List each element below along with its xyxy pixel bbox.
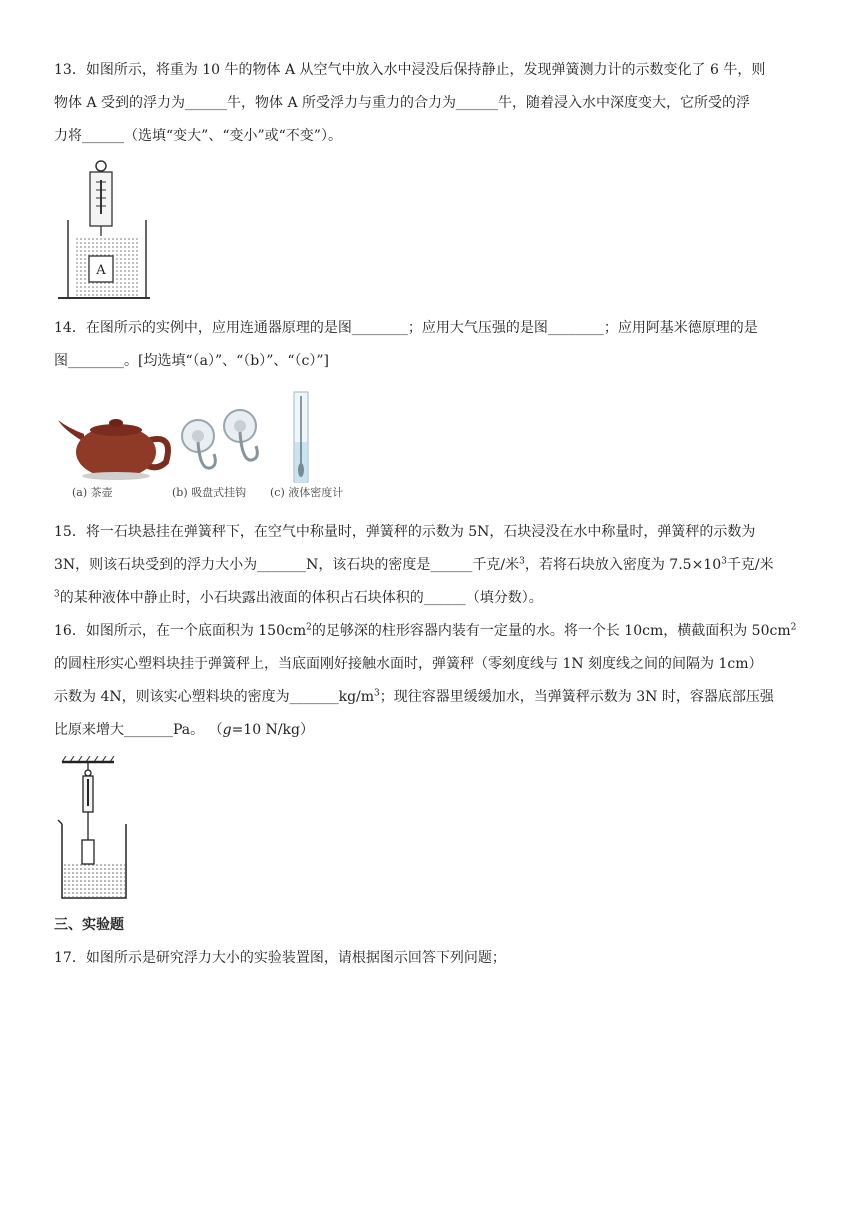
hydrometer-image — [294, 392, 308, 482]
q16-line-4 — [54, 714, 816, 747]
q16-line-1-part-b: 的足够深的柱形容器内装有一定量的水。将一个长 10cm，横截面积为 50cm — [311, 623, 791, 639]
caption-a: (a) 茶壶 — [72, 486, 113, 499]
q16-line-3-part-b: ；现往容器里缓缓加水，当弹簧秤示数为 3N 时，容器底部压强 — [379, 689, 774, 705]
q16-exponent-3: 3 — [374, 688, 380, 699]
q15-line-2-part-a: 3N，则该石块受到的浮力大小为_______N，该石块的密度是______千克/米 — [54, 557, 520, 573]
section-3-title: 三、实验题 — [54, 917, 124, 933]
q15-line-2 — [54, 549, 816, 582]
q15-line-1: 15．将一石块悬挂在弹簧秤下，在空气中称量时，弹簧秤的示数为 5N，石块浸没在水中称量时，弹簧秤的示数为 — [54, 524, 756, 540]
q16-exponent-2: 2 — [790, 622, 797, 633]
q13-spring-scale-figure — [56, 158, 152, 304]
q16-line-4-part-b: =10 N/kg） — [231, 722, 314, 738]
q15-line-2-part-b: ，若将石块放入密度为 7.5×10 — [524, 557, 722, 573]
q16-line-1 — [54, 615, 816, 648]
q15-line-2-part-c: 千克/米 — [726, 557, 774, 573]
q16-line-3-part-a: 示数为 4N，则该实心塑料块的密度为_______kg/m — [54, 689, 375, 705]
q13-line-3: 力将______（选填“变大”、“变小”或“不变”）。 — [54, 128, 342, 144]
q13-line-2: 物体 A 受到的浮力为______牛，物体 A 所受浮力与重力的合力为______牛，随着浸入水中深度变大，它所受的浮 — [54, 95, 751, 111]
q14-line-2: 图________。[均选填“（a）”、“（b）”、“（c）”] — [54, 353, 330, 369]
caption-c: (c) 液体密度计 — [270, 486, 344, 499]
g-symbol: g — [222, 722, 232, 738]
q17-line-1: 17．如图所示是研究浮力大小的实验装置图，请根据图示回答下列问题； — [54, 950, 506, 966]
q16-line-2: 的圆柱形实心塑料块挂于弹簧秤上，当底面刚好接触水面时，弹簧秤（零刻度线与 1N 刻度线之间的间隔为 1cm） — [54, 656, 763, 672]
object-a-label: A — [96, 263, 106, 278]
q16-line-1-part-a: 16．如图所示，在一个底面积为 150cm — [54, 623, 307, 639]
q16-exponent-1: 2 — [306, 622, 312, 633]
q15-line-3-text: 的某种液体中静止时，小石块露出液面的体积占石块体积的______（填分数）。 — [59, 590, 543, 606]
teapot-image — [58, 419, 168, 480]
q14-line-1: 14．在图所示的实例中，应用连通器原理的是图________；应用大气压强的是图________；应用阿基米德原理的是 — [54, 320, 758, 336]
q15-exponent-1: 3 — [519, 556, 525, 567]
caption-b: (b) 吸盘式挂钩 — [172, 486, 247, 499]
q16-line-4-part-a: 比原来增大_______Pa。 （ — [54, 722, 223, 738]
q15-exponent-3: 3 — [54, 589, 60, 600]
q15-line-3 — [54, 582, 816, 615]
q16-line-3 — [54, 681, 816, 714]
q15-exponent-2: 3 — [721, 556, 727, 567]
q16-container-figure — [56, 756, 136, 904]
q14-examples-figure — [54, 390, 366, 500]
q13-line-1: 13．如图所示，将重为 10 牛的物体 A 从空气中放入水中浸没后保持静止，发现弹簧测力计的示数变化了 6 牛，则 — [54, 62, 766, 78]
suction-hook-image — [182, 410, 257, 468]
